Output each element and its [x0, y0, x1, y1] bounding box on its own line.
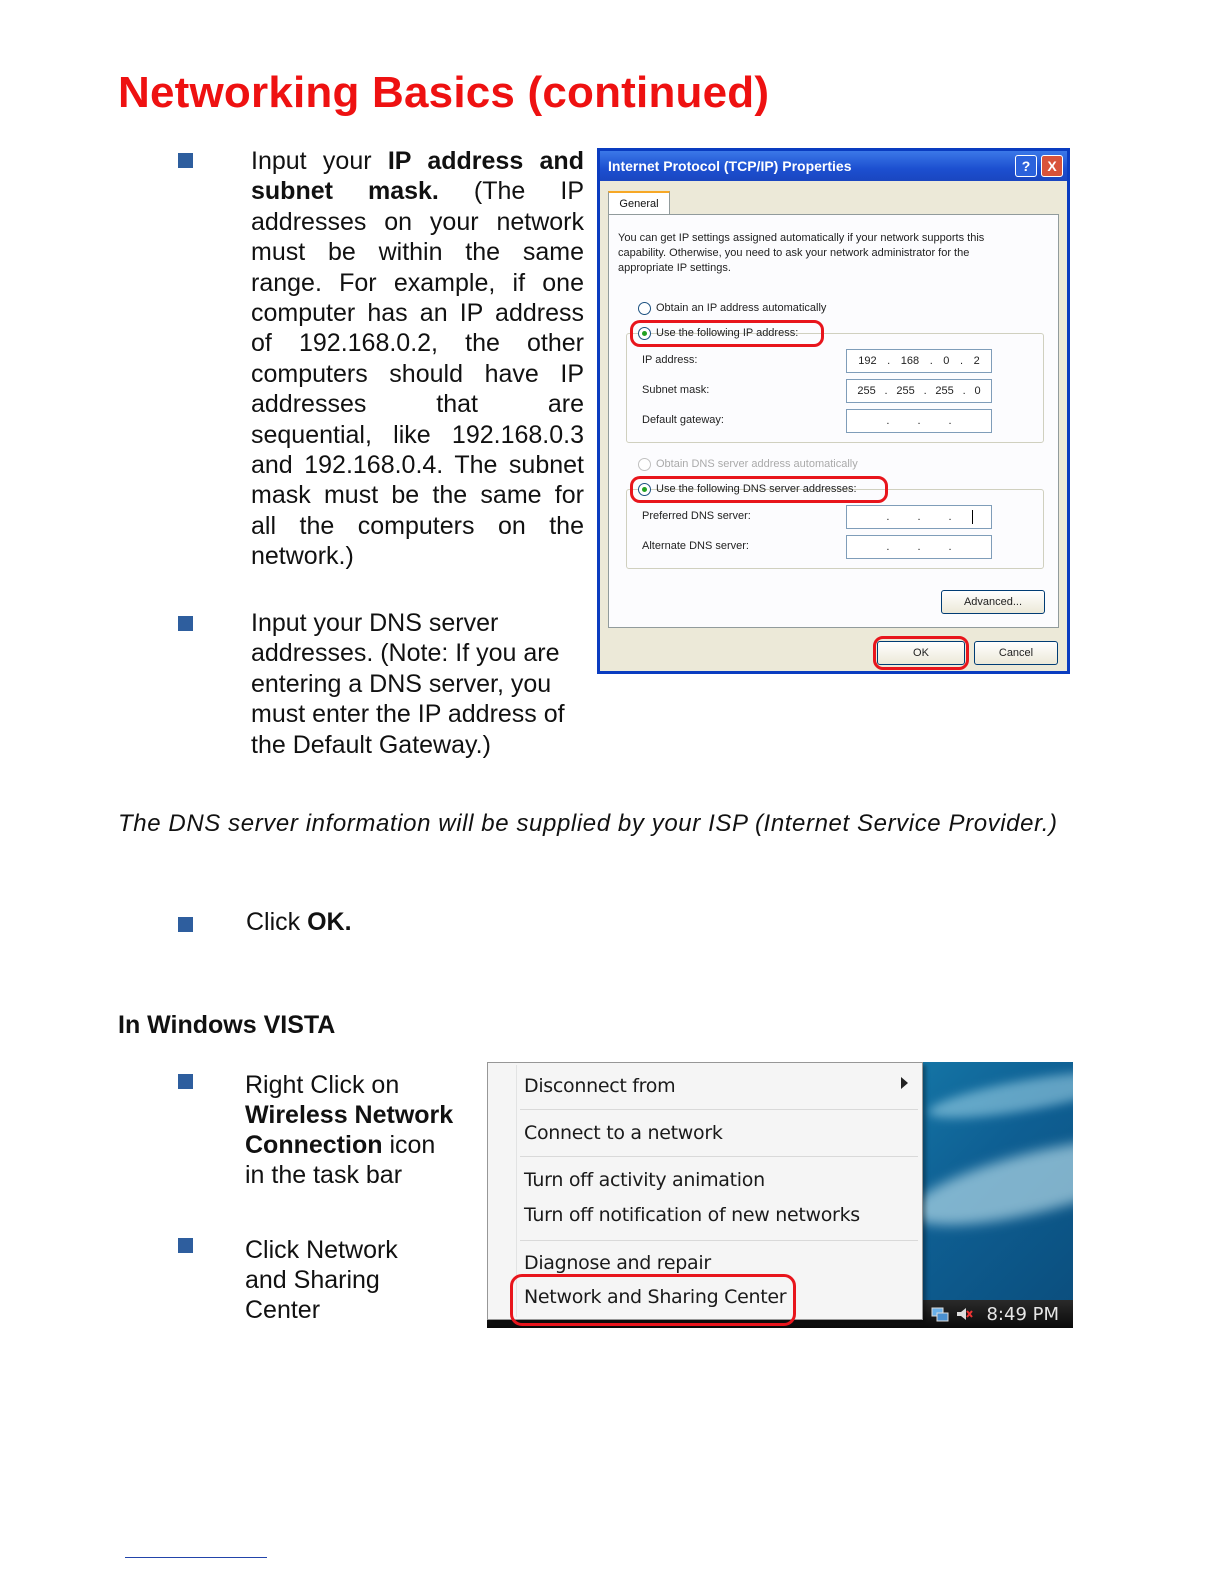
ip-instructions-paragraph	[251, 146, 584, 572]
isp-note: The DNS server information will be supplied by your ISP (Internet Service Provider.)	[118, 810, 1058, 837]
octet-dot: .	[917, 541, 921, 553]
speaker-muted-icon[interactable]	[955, 1305, 973, 1323]
bullet-marker	[178, 153, 193, 168]
octet: 0	[974, 385, 981, 397]
radio-use-following-dns-label: Use the following DNS server addresses:	[656, 483, 857, 495]
click-ok-text: Click	[246, 908, 308, 936]
submenu-arrow-icon	[901, 1077, 908, 1089]
tray-clock: 8:49 PM	[986, 1304, 1059, 1325]
ip-instructions-body: (The IP addresses on your network must be within the same range. For example, if one computer has an IP address of 192.168.0.2, the other computers should have IP addresses that are sequential, like 192.168.0.3 and 192.168.0.4. The subnet mask must be the same for all the computers on the network.)	[251, 177, 585, 571]
octet-dot: .	[886, 511, 890, 523]
menu-item-notification[interactable]: Turn off notification of new networks	[524, 1204, 860, 1226]
ip-address-label: IP address:	[642, 354, 698, 366]
radio-disabled-icon	[638, 458, 651, 471]
radio-obtain-dns-auto-label: Obtain DNS server address automatically	[656, 458, 858, 470]
page-title: Networking Basics (continued)	[118, 68, 770, 117]
default-gateway-field[interactable]	[846, 409, 992, 433]
text-cursor	[972, 510, 973, 524]
alternate-dns-field[interactable]	[846, 535, 992, 559]
octet: 255	[857, 385, 876, 397]
octet: 2	[973, 355, 980, 367]
menu-separator	[520, 1240, 918, 1241]
highlight-ip-radio	[630, 320, 824, 347]
bullet-marker	[178, 616, 193, 631]
click-ok-bold: OK.	[307, 908, 352, 936]
dns-instructions-paragraph: Input your DNS server addresses. (Note: If you are entering a DNS server, you must enter the IP address of the Default Gateway.)	[251, 609, 565, 759]
tab-general[interactable]: General	[608, 191, 670, 215]
desktop-glow	[926, 1063, 1073, 1127]
octet-dot: .	[948, 415, 952, 427]
subnet-mask-field[interactable]	[846, 379, 992, 403]
octet-dot: .	[923, 385, 927, 397]
taskbar-text: in the task bar	[245, 1161, 403, 1189]
section-heading-vista: In Windows VISTA	[118, 1011, 336, 1039]
radio-off-icon	[638, 302, 651, 315]
highlight-network-sharing-center	[510, 1274, 796, 1326]
menu-item-diagnose[interactable]: Diagnose and repair	[524, 1252, 711, 1274]
radio-obtain-ip-auto[interactable]	[638, 299, 826, 317]
bullet-marker	[178, 917, 193, 932]
subnet-mask-label: Subnet mask:	[642, 384, 710, 396]
menu-item-network-sharing-center[interactable]: Network and Sharing Center	[524, 1286, 787, 1308]
cancel-button[interactable]: Cancel	[974, 641, 1058, 665]
desktop-glow	[904, 1121, 1073, 1242]
tcpip-properties-dialog	[597, 148, 1070, 674]
bullet-marker	[178, 1238, 193, 1253]
help-button[interactable]: ?	[1015, 155, 1037, 177]
menu-item-connect[interactable]: Connect to a network	[524, 1122, 723, 1144]
octet-dot: .	[962, 385, 966, 397]
wireless-connection-bold: Wireless Network Connection	[245, 1101, 454, 1159]
click-network-line3: Center	[245, 1296, 321, 1324]
octet-dot: .	[886, 541, 890, 553]
radio-use-following-ip-label: Use the following IP address:	[656, 327, 799, 339]
octet-dot: .	[959, 355, 964, 367]
advanced-button[interactable]: Advanced...	[941, 590, 1045, 614]
menu-separator	[520, 1156, 918, 1157]
octet: 255	[935, 385, 954, 397]
radio-obtain-ip-auto-label: Obtain an IP address automatically	[656, 302, 827, 314]
close-button[interactable]: X	[1041, 155, 1063, 177]
ip-address-field[interactable]	[846, 349, 992, 373]
dialog-title: Internet Protocol (TCP/IP) Properties	[608, 158, 852, 174]
right-click-instruction	[245, 1070, 485, 1190]
ip-instructions-bold: IP address and subnet mask.	[251, 147, 584, 206]
octet-dot: .	[948, 511, 952, 523]
octet-dot: .	[884, 385, 888, 397]
icon-word: icon	[382, 1131, 436, 1159]
octet-dot: .	[948, 541, 952, 553]
click-network-line2: and Sharing	[245, 1266, 380, 1294]
bullet-marker	[178, 1074, 193, 1089]
octet: 168	[900, 355, 920, 367]
preferred-dns-label: Preferred DNS server:	[642, 510, 751, 522]
octet-dot: .	[886, 415, 890, 427]
octet-dot: .	[887, 355, 891, 367]
highlight-dns-radio	[630, 476, 888, 503]
vista-context-menu-screenshot	[487, 1062, 1073, 1328]
ip-instructions-intro: Input your	[251, 147, 388, 175]
default-gateway-label: Default gateway:	[642, 414, 724, 426]
click-network-instruction	[245, 1235, 485, 1325]
footer-rule	[125, 1557, 267, 1558]
octet-dot: .	[917, 415, 921, 427]
octet: 192	[858, 355, 877, 367]
alternate-dns-label: Alternate DNS server:	[642, 540, 749, 552]
highlight-ok-button	[873, 636, 969, 670]
octet-dot: .	[929, 355, 933, 367]
octet-dot: .	[917, 511, 921, 523]
octet: 0	[943, 355, 950, 367]
radio-obtain-dns-auto[interactable]	[638, 455, 858, 473]
dialog-description: You can get IP settings assigned automatically if your network supports this capability. Otherwise, you need to ask your network administrator for the appropriate IP settings.	[618, 232, 985, 274]
click-network-line1: Click Network	[245, 1236, 398, 1264]
dialog-titlebar	[600, 151, 1067, 181]
network-tray-icon[interactable]	[931, 1305, 949, 1323]
menu-item-disconnect[interactable]: Disconnect from	[524, 1075, 676, 1097]
menu-separator	[520, 1109, 918, 1110]
preferred-dns-field[interactable]	[846, 505, 992, 529]
click-ok-instruction	[246, 907, 352, 937]
octet: 255	[896, 385, 915, 397]
ok-button[interactable]: OK	[877, 641, 965, 665]
right-click-text: Right Click on	[245, 1071, 400, 1099]
menu-item-activity-animation[interactable]: Turn off activity animation	[524, 1169, 765, 1191]
